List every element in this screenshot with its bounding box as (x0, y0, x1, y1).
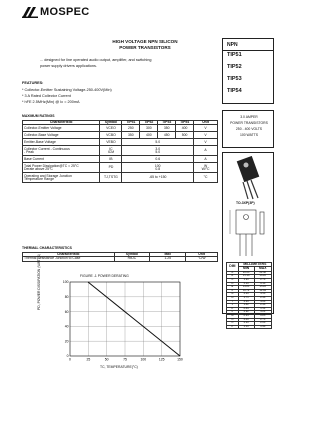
symbol-cell: TJ,TSTG (100, 173, 122, 183)
column-header: TIP54 (176, 121, 194, 125)
x-tick-label: 125 (158, 357, 165, 362)
rating-summary-box (222, 110, 274, 148)
dimension-cell: 0.33 (238, 314, 254, 318)
column-header: Unit (194, 121, 218, 125)
dimension-cell: 5.10 (238, 282, 254, 286)
dimension-cell: 1.71 (238, 296, 254, 300)
dimension-cell: E (227, 286, 239, 290)
symbol-cell: IC ICM (100, 146, 122, 156)
characteristic-cell: Collector Current - Continuous - Peak (23, 146, 100, 156)
feature-item: * hFE 2.5MHz(Min) @ Ic = 200mA (22, 100, 80, 104)
dimension-cell: I (227, 300, 239, 304)
value-cell: 3.0 5.0 (122, 146, 194, 156)
column-header: TIP53 (158, 121, 176, 125)
unit-cell: V (194, 139, 218, 146)
column-header: Symbol (114, 253, 150, 257)
x-tick-label: 50 (104, 357, 109, 362)
rating-current: 3.0 AMPER (240, 115, 258, 119)
value-cell: 450 (158, 132, 176, 139)
characteristic-cell: Operating and Storage Junction Temperature Range (23, 173, 100, 183)
dimension-cell: 1.90 (238, 279, 254, 283)
dimension-cell: 4.50 (254, 293, 271, 297)
table-cell: 1.25 (150, 257, 186, 261)
features-heading: FEATURES: (22, 81, 44, 85)
dimension-cell: 2.70 (254, 318, 271, 322)
characteristic-cell: Base Current (23, 156, 100, 163)
package-label: TO-3XP(3P) (236, 201, 255, 205)
dimension-cell: 0.89 (238, 307, 254, 311)
feature-item: * 3 A Rated Collector Current (22, 94, 71, 98)
value-cell: 100 0.8 (122, 163, 194, 173)
symbol-cell: VCEO (100, 125, 122, 132)
table-row (23, 132, 218, 139)
dimension-cell: 2.46 (254, 304, 271, 308)
description-line1: ... designed for line operated audio output, amplifier, and switching (40, 58, 152, 62)
column-header: TIP52 (140, 121, 158, 125)
dimension-cell: C (227, 279, 239, 283)
part-number: TIP54 (227, 88, 242, 94)
part-number: TIP51 (227, 52, 242, 58)
column-header: Unit (186, 253, 218, 257)
figure-caption: FIGURE -1 POWER DERATING (80, 274, 129, 278)
dimension-cell: 2.92 (238, 311, 254, 315)
y-tick-label: 20 (64, 339, 69, 344)
dimension-cell: 12.84 (254, 289, 271, 293)
dimension-cell: 4.20 (238, 293, 254, 297)
dimension-cell: 22.38 (254, 271, 271, 275)
rating-voltage: 250 - 400 VOLTS (235, 127, 263, 131)
unit-cell: A (194, 146, 218, 156)
max-ratings-table (22, 120, 218, 183)
table-row (23, 146, 218, 156)
column-header: TIP51 (122, 121, 140, 125)
characteristic-cell: Total Power Dissipation@TC = 25°C Derate above 25°C (23, 163, 100, 173)
unit-cell: A (194, 156, 218, 163)
dimension-cell: B (227, 275, 239, 279)
table-row (23, 257, 218, 261)
dimension-cell: 16.20 (254, 275, 271, 279)
power-derating-figure (58, 280, 186, 365)
max-ratings-heading: MAXIMUM RATINGS (22, 114, 55, 118)
value-cell: 300 (140, 125, 158, 132)
dimension-cell: 11.72 (238, 289, 254, 293)
unit-cell: °C (194, 173, 218, 183)
value-cell: 250 (122, 125, 140, 132)
dimension-cell: D (227, 282, 239, 286)
thermal-table (22, 252, 218, 262)
dimension-cell: K (227, 307, 239, 311)
dimension-cell: 2.70 (254, 279, 271, 283)
table-row (23, 173, 218, 183)
dimension-cell: 20.63 (238, 271, 254, 275)
rating-type: POWER TRANSISTORS (230, 121, 268, 125)
symbol-cell: IB (100, 156, 122, 163)
description-line2: power supply drivers applications. (40, 64, 97, 68)
table-cell: °C/W (186, 257, 218, 261)
y-tick-label: 100 (62, 280, 69, 285)
x-tick-label: 25 (86, 357, 91, 362)
dimension-table (226, 262, 272, 329)
derating-line (88, 282, 180, 356)
y-tick-label: 60 (64, 309, 69, 314)
transistor-package-image (226, 156, 270, 200)
part-number: TIP52 (227, 64, 242, 70)
dim-col-header: DIM (227, 263, 239, 272)
unit-cell: V (194, 132, 218, 139)
y-tick-label: 0 (66, 354, 69, 359)
dimension-cell: 2.60 (254, 322, 271, 326)
doc-title-line2: POWER TRANSISTORS (119, 45, 171, 50)
table-row (23, 163, 218, 173)
dimension-cell: N (227, 318, 239, 322)
table-row (23, 139, 218, 146)
dimension-cell: 1.90 (254, 325, 271, 329)
dimension-cell: 0.85 (254, 314, 271, 318)
dimension-cell: 15.38 (238, 275, 254, 279)
column-header: Symbol (100, 121, 122, 125)
part-number: TIP53 (227, 76, 242, 82)
value-cell: -65 to +150 (122, 173, 194, 183)
dimension-cell: J (227, 304, 239, 308)
table-cell: Thermal Resistance Junction to Case (23, 257, 115, 261)
dim-min-header: MIN (238, 267, 254, 271)
package-dimension-drawing (228, 208, 268, 260)
dimension-cell: L (227, 311, 239, 315)
value-cell: 500 (176, 132, 194, 139)
polarity-label: NPN (227, 42, 238, 48)
value-cell: 5.0 (122, 139, 194, 146)
table-cell: RθJC (114, 257, 150, 261)
figure-xlabel: TC, TEMPERATURE(°C) (100, 365, 138, 369)
dimension-row (227, 325, 272, 329)
dimension-cell: 2.40 (238, 318, 254, 322)
dimension-cell: H (227, 296, 239, 300)
dimension-cell: G (227, 293, 239, 297)
dimension-cell: 15.22 (254, 286, 271, 290)
column-header: Max (150, 253, 186, 257)
dim-units-header: MILLIMETERS (238, 263, 271, 267)
y-tick-label: 40 (64, 324, 69, 329)
symbol-cell: PD (100, 163, 122, 173)
characteristic-cell: Collector-Emitter Voltage (23, 125, 100, 132)
column-header: Characteristic (23, 253, 115, 257)
thermal-heading: THERMAL CHARACTERISTICS (22, 246, 72, 250)
dimension-cell: 14.81 (238, 286, 254, 290)
value-cell: 400 (176, 125, 194, 132)
feature-item: * Collector-Emitter Sustaining Voltage-250-400V(Min) (22, 88, 112, 92)
characteristic-cell: Emitter-Base Voltage (23, 139, 100, 146)
dimension-cell: P (227, 325, 239, 329)
dimension-cell: A (227, 271, 239, 275)
x-tick-label: 150 (177, 357, 183, 362)
dimension-cell: F (227, 289, 239, 293)
unit-cell: W W/°C (194, 163, 218, 173)
dimension-cell: 1.10 (238, 325, 254, 329)
value-cell: 350 (122, 132, 140, 139)
dim-max-header: MAX (254, 267, 271, 271)
rating-power: 100 WATTS (239, 133, 259, 137)
table-row (23, 156, 218, 163)
dimension-cell: 4.60 (254, 300, 271, 304)
column-header: Characteristic (23, 121, 100, 125)
mospec-logo-icon (22, 7, 38, 18)
characteristic-cell: Collector-Base Voltage (23, 132, 100, 139)
dimension-cell: 1.82 (238, 304, 254, 308)
x-tick-label: 0 (69, 357, 71, 362)
part-number-box (222, 38, 274, 104)
dimension-cell: 2.20 (238, 322, 254, 326)
value-cell: 0.6 (122, 156, 194, 163)
x-tick-label: 75 (123, 357, 127, 362)
symbol-cell: VEBO (100, 139, 122, 146)
value-cell: 400 (140, 132, 158, 139)
dimension-cell: M (227, 314, 239, 318)
dimension-cell: 3.23 (254, 311, 271, 315)
doc-title-line1: HIGH VOLTAGE NPN SILICON (112, 39, 178, 44)
dimension-cell: 2.46 (254, 296, 271, 300)
unit-cell: V (194, 125, 218, 132)
value-cell: 350 (158, 125, 176, 132)
company-logo-text: MOSPEC (40, 6, 90, 18)
symbol-cell: VCBO (100, 132, 122, 139)
x-tick-label: 100 (140, 357, 147, 362)
dimension-cell: 1.53 (254, 307, 271, 311)
y-tick-label: 80 (64, 295, 69, 299)
dimension-cell: 4.20 (238, 300, 254, 304)
dimension-cell: O (227, 322, 239, 326)
dimension-cell: 6.10 (254, 282, 271, 286)
table-row (23, 125, 218, 132)
